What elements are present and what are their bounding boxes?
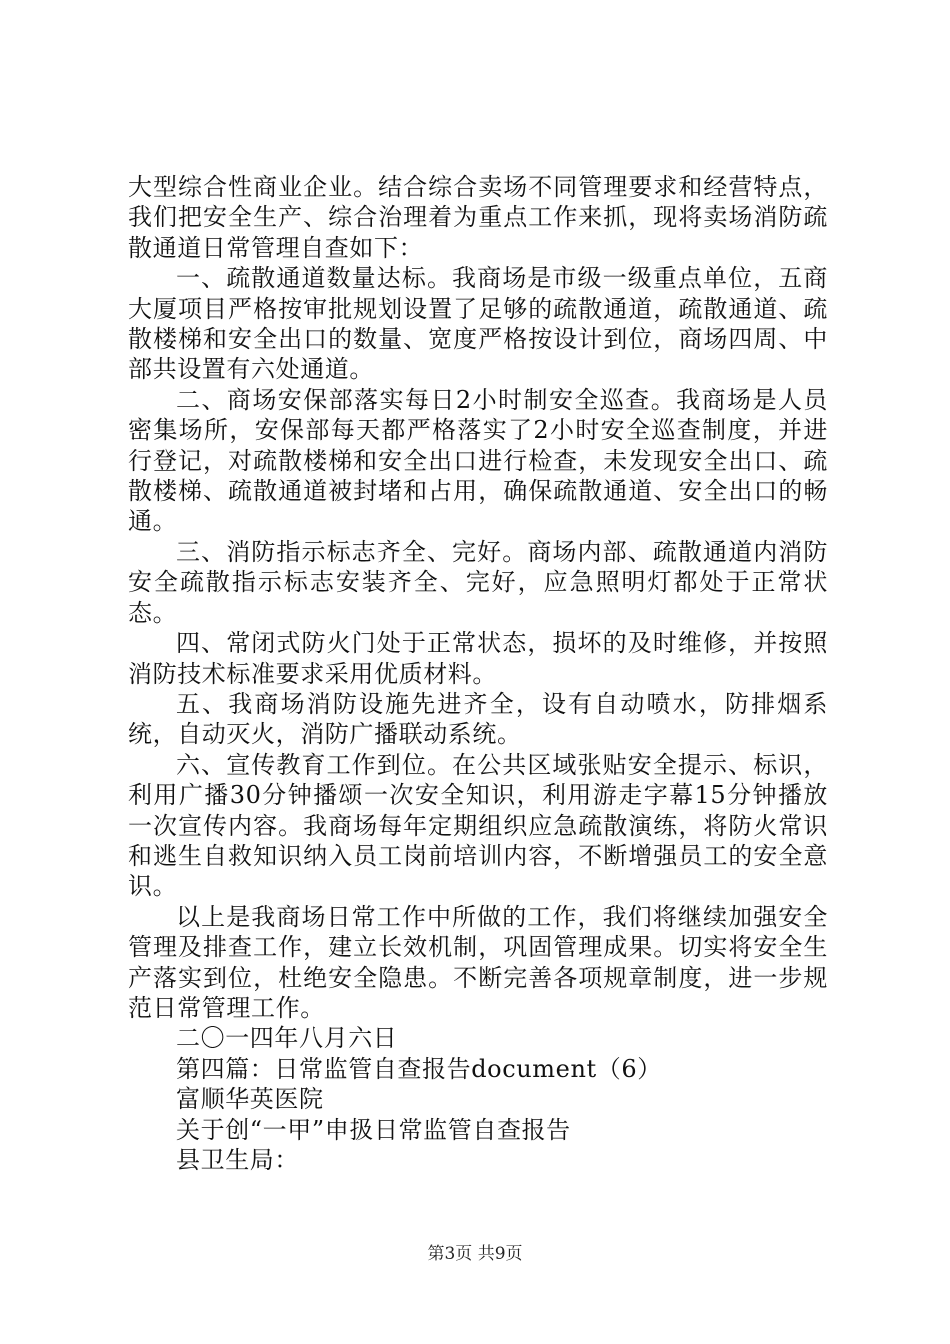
page-number-footer: 第3页 共9页 [427, 1244, 523, 1264]
paragraph-conclusion: 以上是我商场日常工作中所做的工作，我们将继续加强安全管理及排查工作，建立长效机制，巩固管理成果。切实将安全生产落实到位，杜绝安全隐患。不断完善各项规章制度，进一步规范日常管理工作。 [128, 902, 828, 1022]
paragraph-item-3: 三、消防指示标志齐全、完好。商场内部、疏散通道内消防安全疏散指示标志安装齐全、完好，应急照明灯都处于正常状态。 [128, 537, 828, 627]
section-heading: 第四篇：日常监管自查报告document（6） [176, 1054, 662, 1083]
paragraph-item-5: 五、我商场消防设施先进齐全，设有自动喷水，防排烟系统，自动灭火，消防广播联动系统。 [128, 689, 828, 749]
document-body [128, 172, 828, 1175]
document-date: 二〇一四年八月六日 [176, 1024, 398, 1053]
paragraph-intro-continued: 大型综合性商业企业。结合综合卖场不同管理要求和经营特点，我们把安全生产、综合治理着为重点工作来抓，现将卖场消防疏散通道日常管理自查如下： [128, 173, 828, 262]
report-title: 关于创“一甲”申扱日常监管自查报告 [176, 1115, 571, 1144]
addressee: 县卫生局： [176, 1146, 299, 1174]
paragraph-item-6: 六、宣传教育工作到位。在公共区域张贴安全提示、标识，利用广播30分钟播颂一次安全知识，利用游走字幕15分钟播放一次宣传内容。我商场每年定期组织应急疏散演练，将防火常识和逃生自救知识纳入员工岗前培训内容，不断增强员工的安全意识。 [128, 750, 828, 901]
paragraph-item-2: 二、商场安保部落实每日2小时制安全巡查。我商场是人员密集场所，安保部每天都严格落实了2小时安全巡查制度，并进行登记，对疏散楼梯和安全出口进行检查，未发现安全出口、疏散楼梯、疏散通道被封堵和占用，确保疏散通道、安全出口的畅通。 [128, 385, 828, 536]
paragraph-item-4: 四、常闭式防火门处于正常状态，损坏的及时维修，并按照消防技术标准要求采用优质材料。 [128, 629, 828, 688]
organization-name: 富顺华英医院 [176, 1085, 324, 1114]
paragraph-item-1: 一、疏散通道数量达标。我商场是市级一级重点单位，五商大厦项目严格按审批规划设置了足够的疏散通道，疏散通道、疏散楼梯和安全出口的数量、宽度严格按设计到位，商场四周、中部共设置有六处通道。 [128, 264, 828, 384]
